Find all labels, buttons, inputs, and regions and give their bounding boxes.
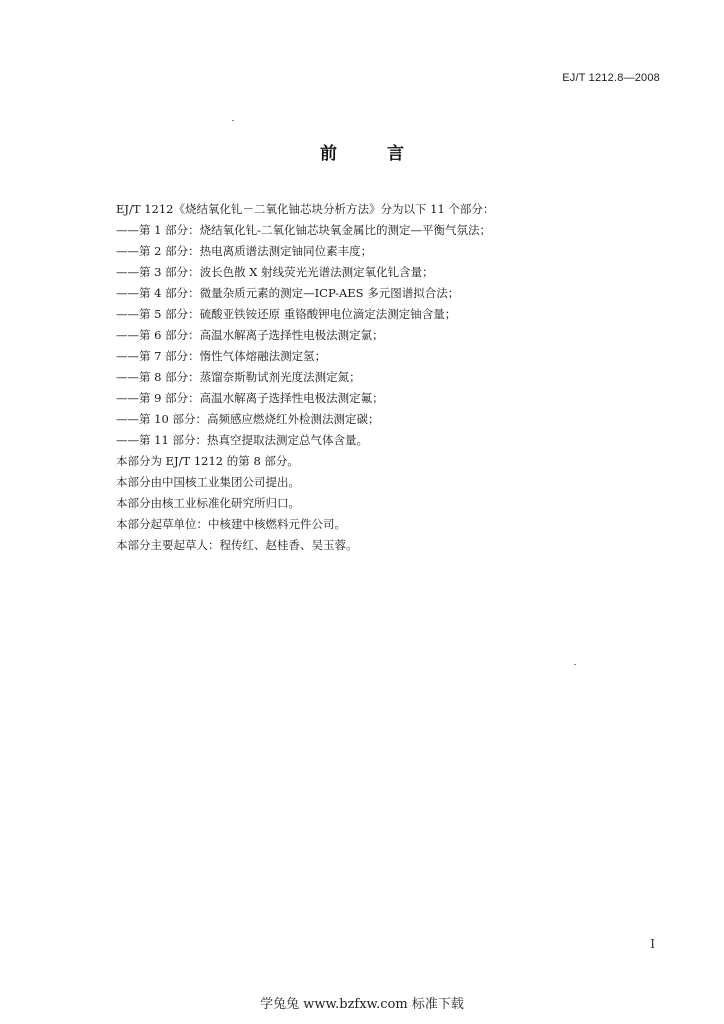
part-list-item: ——第 9 部分：高温水解离子选择性电极法测定氟； bbox=[116, 391, 384, 405]
scan-speck bbox=[574, 664, 576, 665]
part-list-item: ——第 11 部分：热真空提取法测定总气体含量。 bbox=[116, 433, 368, 447]
part-list-item: ——第 1 部分：烧结氧化钆-二氧化铀芯块氧金属比的测定—平衡气氛法； bbox=[116, 223, 492, 237]
part-list-item: ——第 6 部分：高温水解离子选择性电极法测定氯； bbox=[116, 328, 384, 342]
page-number: I bbox=[650, 937, 655, 951]
drafting-unit-statement: 本部分起草单位：中核建中核燃料元件公司。 bbox=[116, 517, 346, 531]
part-list-item: ——第 4 部分：微量杂质元素的测定—ICP-AES 多元图谱拟合法； bbox=[116, 286, 460, 300]
part-list-item: ——第 5 部分：硫酸亚铁铵还原 重铬酸钾电位滴定法测定铀含量； bbox=[116, 307, 457, 321]
managed-by-statement: 本部分由核工业标准化研究所归口。 bbox=[116, 496, 300, 510]
standard-code: EJ/T 1212.8—2008 bbox=[562, 72, 660, 84]
footer-watermark: 学兔兔 www.bzfxw.com 标准下载 bbox=[260, 997, 464, 1012]
scan-speck bbox=[232, 120, 234, 121]
proposed-by-statement: 本部分由中国核工业集团公司提出。 bbox=[116, 475, 300, 489]
foreword-body bbox=[116, 199, 616, 556]
drafters-statement: 本部分主要起草人：程传红、赵桂香、吴玉蓉。 bbox=[116, 538, 358, 552]
part-list-item: ——第 2 部分：热电离质谱法测定铀同位素丰度； bbox=[116, 244, 373, 258]
part-list-item: ——第 10 部分：高频感应燃烧红外检测法测定碳； bbox=[116, 412, 380, 426]
part-list-item: ——第 3 部分：波长色散 X 射线荧光光谱法测定氧化钆含量； bbox=[116, 265, 434, 279]
part-list-item: ——第 7 部分：惰性气体熔融法测定氢； bbox=[116, 349, 327, 363]
page-title: 前 言 bbox=[320, 144, 426, 164]
this-part-statement: 本部分为 EJ/T 1212 的第 8 部分。 bbox=[116, 454, 299, 468]
intro-paragraph: EJ/T 1212《烧结氧化钆－二氧化铀芯块分析方法》分为以下 11 个部分： bbox=[116, 202, 495, 216]
part-list-item: ——第 8 部分：蒸馏奈斯勒试剂光度法测定氮； bbox=[116, 370, 361, 384]
